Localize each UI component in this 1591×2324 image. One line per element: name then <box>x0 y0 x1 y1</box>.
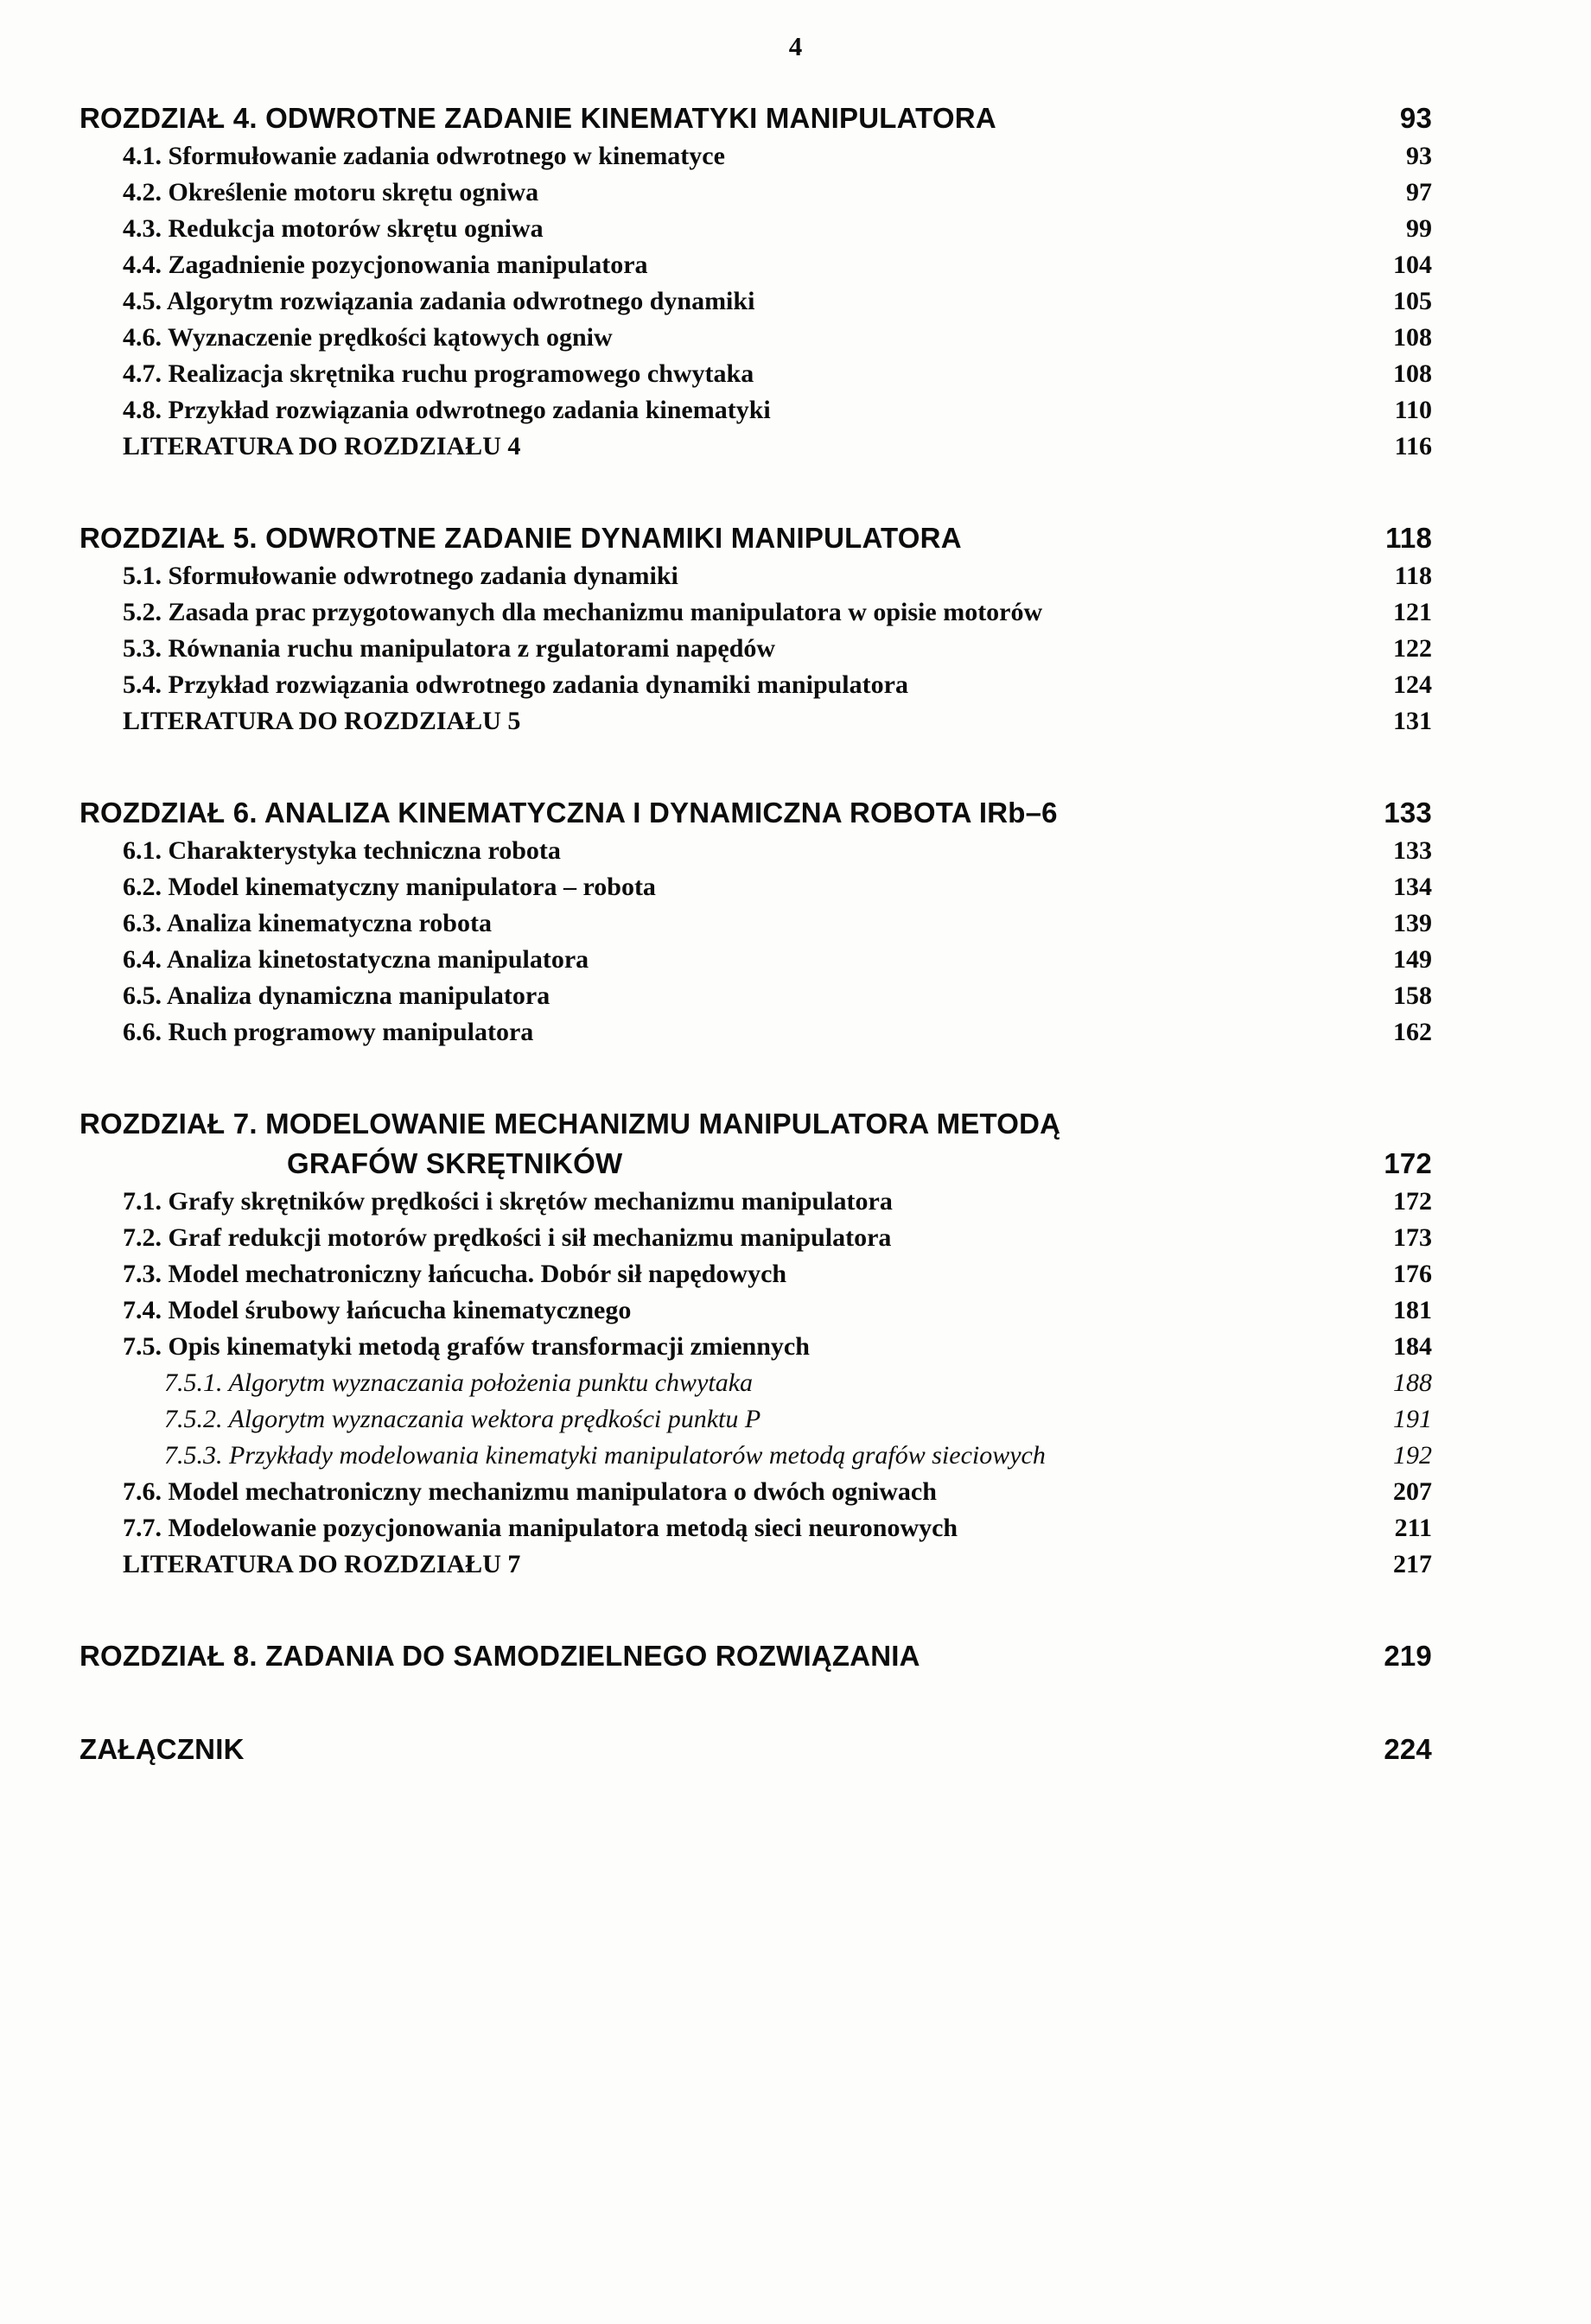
toc-entry-title: 7.7. Modelowanie pozycjonowania manipulatora metodą sieci neuronowych <box>123 1514 958 1542</box>
toc-entry-title: 7.1. Grafy skrętników prędkości i skrętów mechanizmu manipulatora <box>123 1187 893 1216</box>
toc-entry-row <box>80 1184 1432 1220</box>
chapter-page-number: 219 <box>1384 1640 1432 1672</box>
toc-entry-title: 5.1. Sformułowanie odwrotnego zadania dynamiki <box>123 562 678 590</box>
toc-entry-title: 4.8. Przykład rozwiązania odwrotnego zadania kinematyki <box>123 396 771 424</box>
toc-entry-row <box>80 138 1432 175</box>
toc-section <box>80 1104 1432 1583</box>
chapter-page-number: 224 <box>1384 1733 1432 1765</box>
toc-entry-page-number: 217 <box>1393 1550 1432 1578</box>
toc-entry-row <box>80 392 1432 429</box>
toc-entry-page-number: 108 <box>1393 359 1432 388</box>
toc-entry-title: LITERATURA DO ROZDZIAŁU 5 <box>123 707 521 735</box>
chapter-heading-row <box>80 793 1432 833</box>
toc-entry-page-number: 192 <box>1393 1441 1432 1470</box>
toc-entry-page-number: 207 <box>1393 1477 1432 1506</box>
toc-entry-title: 7.5.2. Algorytm wyznaczania wektora prędkości punktu P <box>164 1405 761 1433</box>
toc-entry-page-number: 105 <box>1393 287 1432 315</box>
toc-entry-title: 4.3. Redukcja motorów skrętu ogniwa <box>123 214 544 243</box>
toc-entry-page-number: 139 <box>1393 909 1432 937</box>
toc-entry-title: 5.4. Przykład rozwiązania odwrotnego zadania dynamiki manipulatora <box>123 670 908 699</box>
toc-entry-page-number: 191 <box>1393 1405 1432 1433</box>
toc-entry-row <box>80 1329 1432 1365</box>
toc-entry-page-number: 124 <box>1393 670 1432 699</box>
toc-entry-page-number: 162 <box>1393 1018 1432 1046</box>
toc-entry-title: 4.6. Wyznaczenie prędkości kątowych ogniw <box>123 323 613 352</box>
toc-entry-title: 7.5. Opis kinematyki metodą grafów transformacji zmiennych <box>123 1332 810 1361</box>
chapter-title: ROZDZIAŁ 6. ANALIZA KINEMATYCZNA I DYNAMICZNA ROBOTA IRb–6 <box>80 797 1058 829</box>
toc-entry-page-number: 97 <box>1406 178 1432 206</box>
chapter-title: ROZDZIAŁ 4. ODWROTNE ZADANIE KINEMATYKI MANIPULATORA <box>80 102 996 134</box>
toc-entry-title: LITERATURA DO ROZDZIAŁU 7 <box>123 1550 521 1578</box>
chapter-heading-row <box>80 1636 1432 1676</box>
chapter-heading-row <box>80 1144 1432 1184</box>
toc-entry-page-number: 116 <box>1394 432 1432 460</box>
toc-entry-title: 7.5.3. Przykłady modelowania kinematyki manipulatorów metodą grafów sieciowych <box>164 1441 1046 1470</box>
toc-section <box>80 518 1432 740</box>
toc-section <box>80 98 1432 465</box>
toc-entry-title: 7.2. Graf redukcji motorów prędkości i sił mechanizmu manipulatora <box>123 1223 892 1252</box>
toc-entry-row <box>80 667 1432 703</box>
toc-entry-title: 4.2. Określenie motoru skrętu ogniwa <box>123 178 539 206</box>
toc-entry-title: 5.2. Zasada prac przygotowanych dla mechanizmu manipulatora w opisie motorów <box>123 598 1043 626</box>
toc-entry-row <box>80 356 1432 392</box>
chapter-title: GRAFÓW SKRĘTNIKÓW <box>287 1147 623 1179</box>
toc-entry-row <box>80 1401 1432 1438</box>
chapter-page-number: 93 <box>1399 102 1432 134</box>
toc-entry-page-number: 173 <box>1393 1223 1432 1252</box>
toc-entry-row <box>80 211 1432 247</box>
toc-entry-title: 6.4. Analiza kinetostatyczna manipulatora <box>123 945 589 974</box>
toc-entry-row <box>80 869 1432 905</box>
chapter-heading-row <box>80 518 1432 558</box>
toc-entry-title: 7.6. Model mechatroniczny mechanizmu manipulatora o dwóch ogniwach <box>123 1477 937 1506</box>
toc-entry-title: LITERATURA DO ROZDZIAŁU 4 <box>123 432 521 460</box>
toc-section <box>80 793 1432 1051</box>
toc-entry-title: 6.2. Model kinematyczny manipulatora – robota <box>123 873 656 901</box>
toc-section <box>80 1636 1432 1676</box>
toc-entry-row <box>80 942 1432 978</box>
toc-entry-row <box>80 1014 1432 1051</box>
toc-entry-row <box>80 978 1432 1014</box>
toc-entry-row <box>80 1220 1432 1256</box>
toc-entry-row <box>80 1438 1432 1474</box>
toc-entry-page-number: 121 <box>1393 598 1432 626</box>
chapter-heading-row <box>80 1104 1432 1144</box>
toc-entry-row <box>80 905 1432 942</box>
toc-entry-title: 7.5.1. Algorytm wyznaczania położenia punktu chwytaka <box>164 1368 754 1397</box>
toc-entry-title: 4.1. Sformułowanie zadania odwrotnego w kinematyce <box>123 142 725 170</box>
toc-section <box>80 1730 1432 1769</box>
toc-entry-row <box>80 703 1432 740</box>
chapter-title: ZAŁĄCZNIK <box>80 1733 245 1765</box>
toc-entry-page-number: 158 <box>1393 981 1432 1010</box>
toc-entry-page-number: 181 <box>1393 1296 1432 1324</box>
toc-entry-row <box>80 1510 1432 1546</box>
toc-entry-page-number: 110 <box>1394 396 1432 424</box>
toc-entry-page-number: 108 <box>1393 323 1432 352</box>
toc-entry-title: 4.5. Algorytm rozwiązania zadania odwrotnego dynamiki <box>123 287 755 315</box>
chapter-page-number: 118 <box>1385 522 1432 554</box>
toc-entry-title: 4.7. Realizacja skrętnika ruchu programowego chwytaka <box>123 359 754 388</box>
toc-entry-title: 5.3. Równania ruchu manipulatora z rgulatorami napędów <box>123 634 776 663</box>
toc-entry-page-number: 184 <box>1393 1332 1432 1361</box>
toc-entry-row <box>80 429 1432 465</box>
toc-entry-page-number: 104 <box>1393 251 1432 279</box>
toc-entry-page-number: 131 <box>1393 707 1432 735</box>
toc-entry-row <box>80 247 1432 283</box>
chapter-title: ROZDZIAŁ 8. ZADANIA DO SAMODZIELNEGO ROZWIĄZANIA <box>80 1640 920 1672</box>
toc-entry-page-number: 118 <box>1394 562 1432 590</box>
toc-entry-row <box>80 631 1432 667</box>
toc-entry-row <box>80 833 1432 869</box>
toc-entry-page-number: 188 <box>1393 1368 1432 1397</box>
chapter-title: ROZDZIAŁ 5. ODWROTNE ZADANIE DYNAMIKI MANIPULATORA <box>80 522 962 554</box>
toc-entry-title: 6.5. Analiza dynamiczna manipulatora <box>123 981 550 1010</box>
toc-entry-page-number: 93 <box>1406 142 1432 170</box>
toc-entry-title: 4.4. Zagadnienie pozycjonowania manipulatora <box>123 251 648 279</box>
toc-entry-page-number: 172 <box>1393 1187 1432 1216</box>
toc-entry-row <box>80 558 1432 594</box>
toc-entry-title: 7.4. Model śrubowy łańcucha kinematycznego <box>123 1296 632 1324</box>
toc-entry-page-number: 176 <box>1393 1260 1432 1288</box>
page-number: 4 <box>788 31 803 61</box>
chapter-title: ROZDZIAŁ 7. MODELOWANIE MECHANIZMU MANIPULATORA METODĄ <box>80 1108 1061 1140</box>
toc-entry-row <box>80 1474 1432 1510</box>
chapter-page-number: 172 <box>1384 1147 1432 1179</box>
toc-entry-page-number: 133 <box>1393 836 1432 865</box>
toc-entry-row <box>80 1365 1432 1401</box>
chapter-heading-row <box>80 1730 1432 1769</box>
toc-entry-row <box>80 1292 1432 1329</box>
toc-entry-row <box>80 1256 1432 1292</box>
toc-entry-page-number: 122 <box>1393 634 1432 663</box>
toc-entry-title: 6.3. Analiza kinematyczna robota <box>123 909 492 937</box>
toc-entry-page-number: 211 <box>1394 1514 1432 1542</box>
toc-entry-row <box>80 594 1432 631</box>
chapter-heading-row <box>80 98 1432 138</box>
toc-entry-title: 6.1. Charakterystyka techniczna robota <box>123 836 561 865</box>
toc-entry-row <box>80 283 1432 320</box>
toc-entry-row <box>80 320 1432 356</box>
chapter-page-number: 133 <box>1384 797 1432 829</box>
toc-entry-row <box>80 175 1432 211</box>
toc-entry-title: 6.6. Ruch programowy manipulatora <box>123 1018 534 1046</box>
toc-entry-row <box>80 1546 1432 1583</box>
toc-entry-page-number: 99 <box>1406 214 1432 243</box>
toc-entry-page-number: 149 <box>1393 945 1432 974</box>
toc-entry-page-number: 134 <box>1393 873 1432 901</box>
toc-entry-title: 7.3. Model mechatroniczny łańcucha. Dobór sił napędowych <box>123 1260 787 1288</box>
